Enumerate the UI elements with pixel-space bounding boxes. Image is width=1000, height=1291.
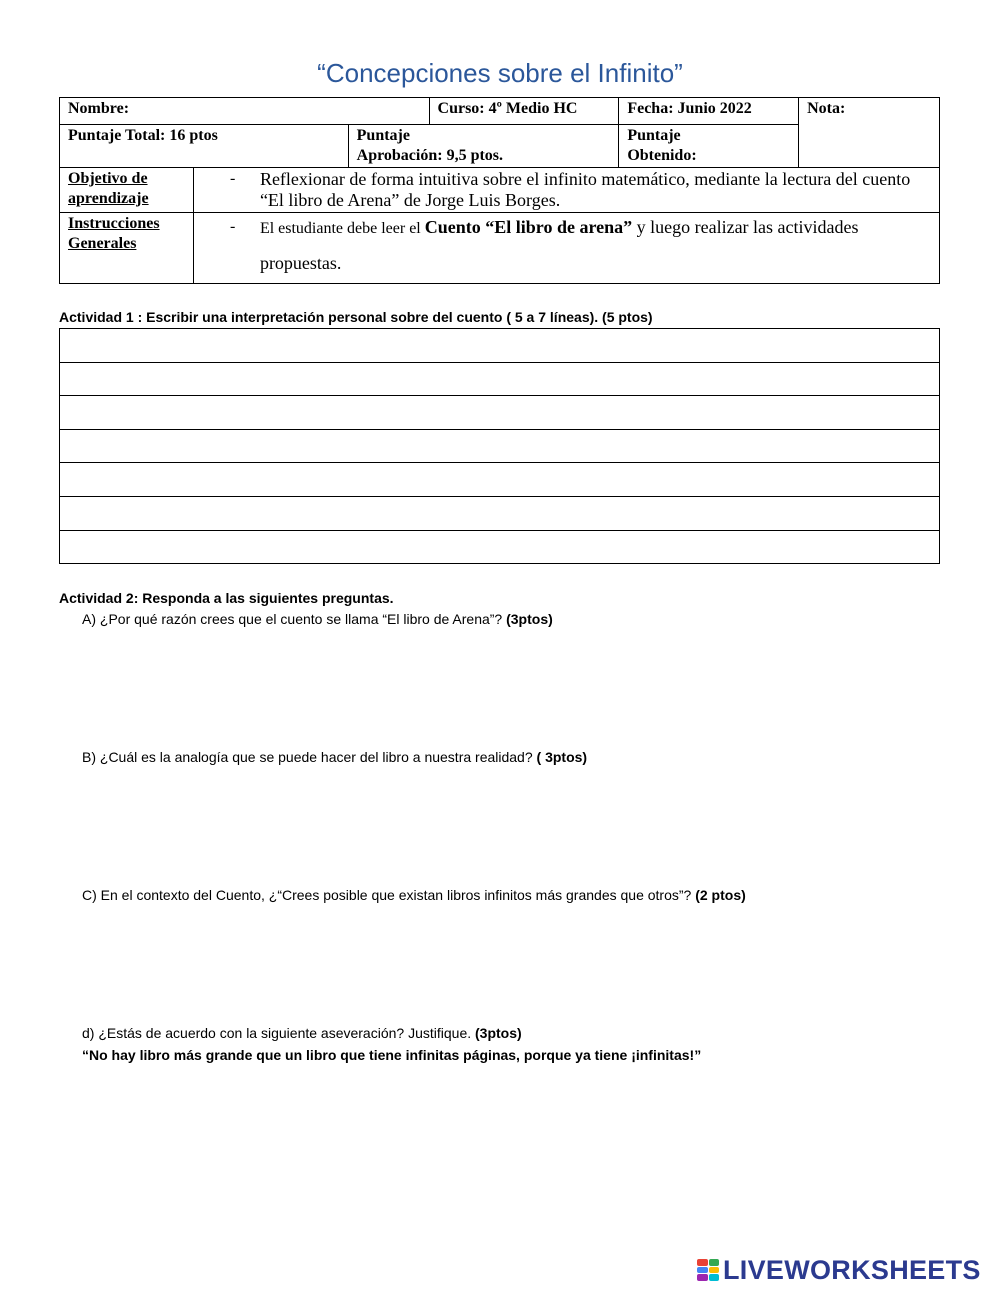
answer-line[interactable] xyxy=(60,396,940,430)
instrucciones-label: Instrucciones Generales xyxy=(60,213,194,284)
question-c: C) En el contexto del Cuento, ¿“Crees posible que existan libros infinitos más grandes que otros”? (2 ptos) xyxy=(82,887,746,903)
answer-line[interactable] xyxy=(60,463,940,497)
objetivo-label: Objetivo de aprendizaje xyxy=(60,168,194,213)
answer-line[interactable] xyxy=(60,429,940,463)
actividad1-answer-lines[interactable] xyxy=(59,328,940,564)
puntaje-obtenido-field[interactable]: Puntaje Obtenido: xyxy=(619,125,799,168)
answer-line[interactable] xyxy=(60,329,940,363)
nombre-field[interactable]: Nombre: xyxy=(60,98,430,125)
answer-line[interactable] xyxy=(60,496,940,530)
logo-icon xyxy=(697,1259,719,1281)
question-b: B) ¿Cuál es la analogía que se puede hacer del libro a nuestra realidad? ( 3ptos) xyxy=(82,749,588,765)
answer-line[interactable] xyxy=(60,530,940,564)
header-table xyxy=(59,97,940,284)
puntaje-total: Puntaje Total: 16 ptos xyxy=(60,125,349,168)
curso-label: Curso: 4º Medio HC xyxy=(429,98,619,125)
objetivo-text: - Reflexionar de forma intuitiva sobre el infinito matemático, mediante la lectura del cuento “El libro de Arena” de Jorge Luis Borges. xyxy=(193,168,939,213)
worksheet-title: “Concepciones sobre el Infinito” xyxy=(317,58,683,88)
actividad1-heading: Actividad 1 : Escribir una interpretación personal sobre del cuento ( 5 a 7 líneas). (5 ptos) xyxy=(59,309,653,325)
quote-statement: “No hay libro más grande que un libro que tiene infinitas páginas, porque ya tiene ¡infinitas!” xyxy=(82,1047,702,1063)
puntaje-aprobacion: Puntaje Aprobación: 9,5 ptos. xyxy=(348,125,619,168)
question-a: A) ¿Por qué razón crees que el cuento se llama “El libro de Arena”? (3ptos) xyxy=(82,611,553,627)
question-d: d) ¿Estás de acuerdo con la siguiente aseveración? Justifique. (3ptos) xyxy=(82,1025,522,1041)
instrucciones-text: - El estudiante debe leer el Cuento “El libro de arena” y luego realizar las actividades propuestas. xyxy=(193,213,939,284)
liveworksheets-logo xyxy=(697,1255,981,1285)
fecha-label: Fecha: Junio 2022 xyxy=(619,98,799,125)
logo-text: LIVEWORKSHEETS xyxy=(723,1254,981,1285)
answer-line[interactable] xyxy=(60,362,940,396)
nota-field[interactable]: Nota: xyxy=(799,98,940,168)
actividad2-heading: Actividad 2: Responda a las siguientes preguntas. xyxy=(59,590,394,606)
